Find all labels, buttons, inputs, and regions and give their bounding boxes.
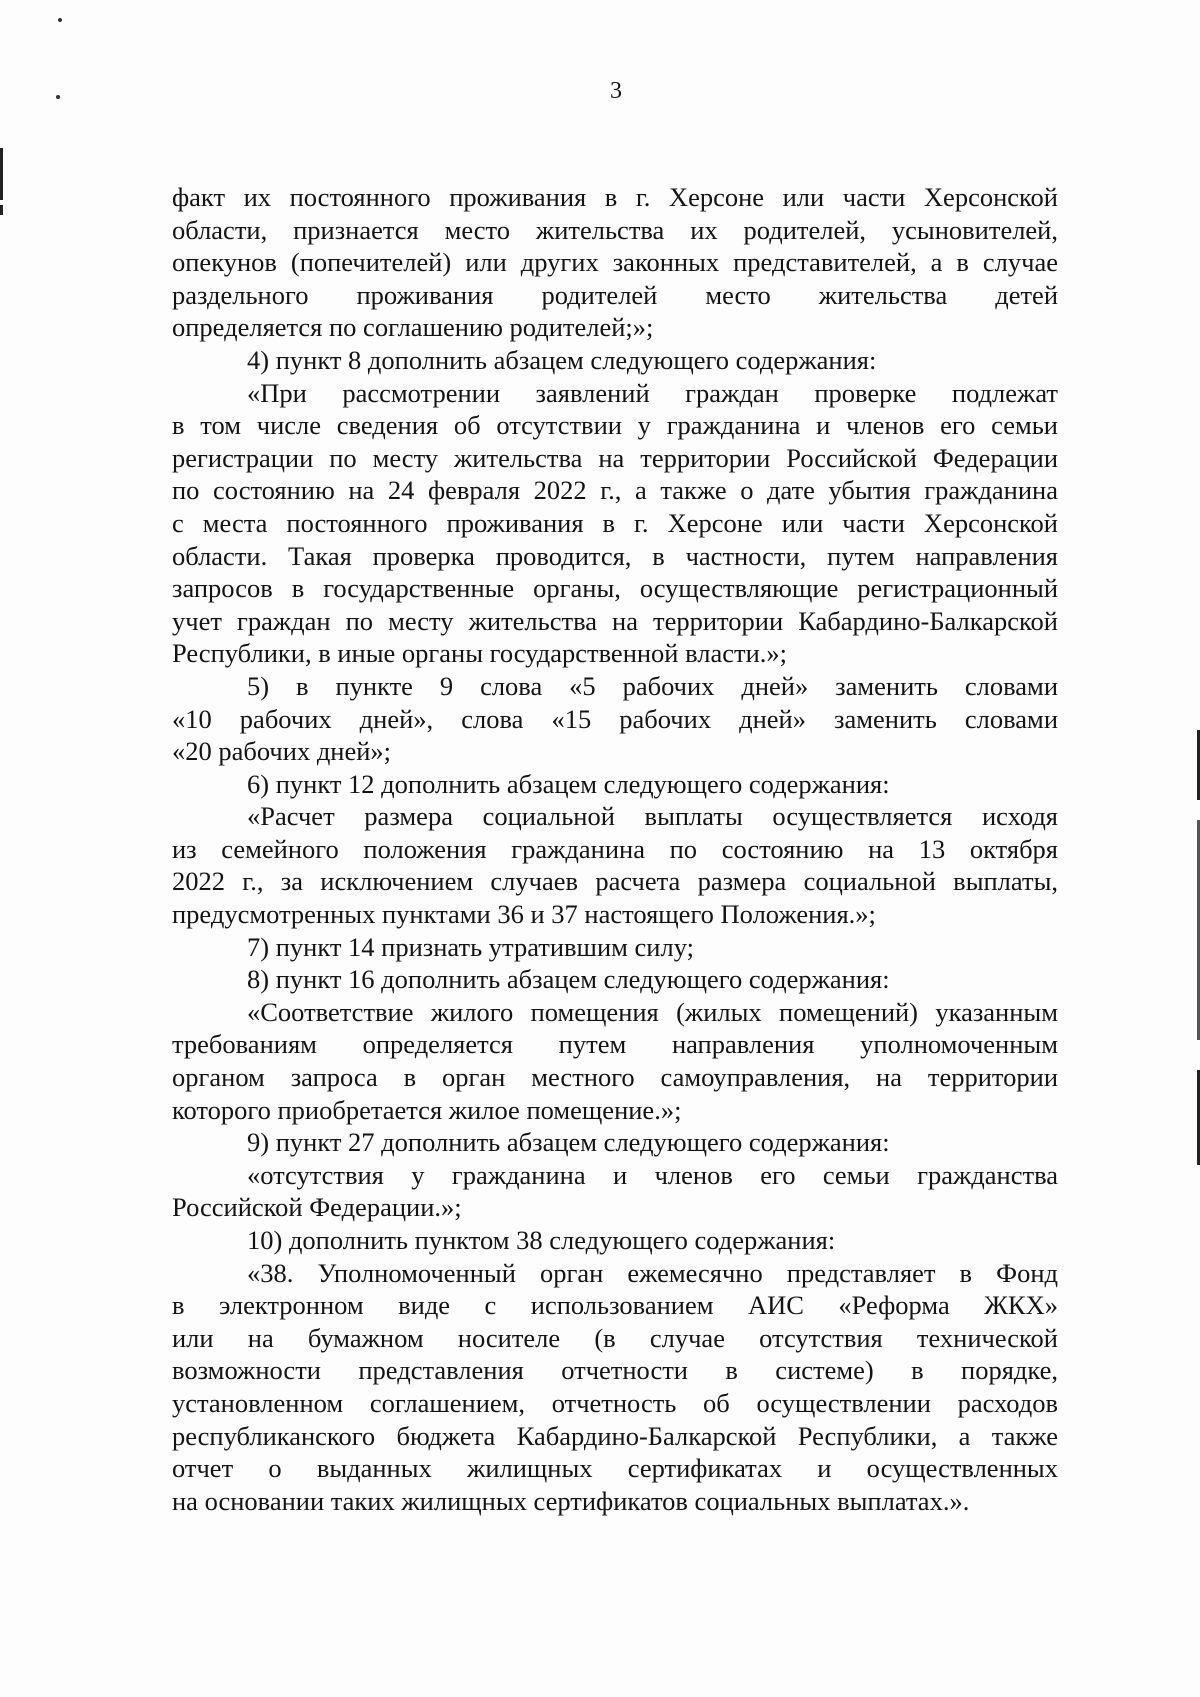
text-line: 10) дополнить пунктом 38 следующего содержания: (247, 1225, 836, 1255)
text-line: отчет о выданных жилищных сертификатах и осуществленных (172, 1453, 1058, 1484)
text-line: определяется по соглашению родителей;»; (172, 312, 654, 343)
text-line: «10 рабочих дней», слова «15 рабочих дней» заменить словами (172, 703, 1058, 734)
text-line: «Соответствие жилого помещения (жилых помещений) указанным (247, 996, 1058, 1027)
scan-dot-mark (58, 18, 62, 22)
text-line: «38. Уполномоченный орган ежемесячно представляет в Фонд (247, 1257, 1058, 1288)
scan-edge-mark (0, 148, 3, 200)
text-line: или на бумажном носителе (в случае отсутствия технической (172, 1322, 1058, 1353)
text-line: опекунов (попечителей) или других законных представителей, а в случае (172, 247, 1058, 278)
text-line: которого приобретается жилое помещение.»; (172, 1094, 682, 1125)
text-line: по состоянию на 24 февраля 2022 г., а также о дате убытия гражданина (172, 475, 1058, 506)
text-line: требованиям определяется путем направления уполномоченным (172, 1029, 1058, 1060)
page-number: 3 (610, 78, 622, 104)
text-line: возможности представления отчетности в системе) в порядке, (172, 1355, 1058, 1386)
text-line: органом запроса в орган местного самоуправления, на территории (172, 1062, 1058, 1093)
text-line: Республики, в иные органы государственной власти.»; (172, 638, 788, 669)
text-line: области, признается место жительства их родителей, усыновителей, (172, 214, 1058, 245)
text-line: «Расчет размера социальной выплаты осуществляется исходя (247, 801, 1058, 832)
text-line: раздельного проживания родителей место жительства детей (172, 279, 1058, 310)
text-line: 4) пункт 8 дополнить абзацем следующего содержания: (247, 344, 877, 375)
text-line: из семейного положения гражданина по состоянию на 13 октября (172, 833, 1058, 864)
text-line: факт их постоянного проживания в г. Херсоне или части Херсонской (172, 182, 1058, 212)
text-line: 8) пункт 16 дополнить абзацем следующего содержания: (247, 964, 890, 995)
scan-edge-mark (0, 205, 3, 215)
text-line: «При рассмотрении заявлений граждан проверке подлежат (247, 377, 1058, 408)
text-line: 6) пункт 12 дополнить абзацем следующего содержания: (247, 768, 890, 799)
text-line: 5) в пункте 9 слова «5 рабочих дней» заменить словами (247, 670, 1058, 701)
text-line: 9) пункт 27 дополнить абзацем следующего содержания: (247, 1127, 890, 1158)
text-line: «20 рабочих дней»; (172, 736, 392, 767)
text-line: запросов в государственные органы, осуществляющие регистрационный (172, 573, 1058, 604)
text-line: на основании таких жилищных сертификатов социальных выплатах.». (172, 1485, 970, 1516)
text-line: в том числе сведения об отсутствии у гражданина и членов его семьи (172, 410, 1058, 441)
text-line: в электронном виде с использованием АИС «Реформа ЖКХ» (172, 1290, 1058, 1321)
text-line: установленном соглашением, отчетность об осуществлении расходов (172, 1387, 1058, 1418)
text-line: предусмотренных пунктами 36 и 37 настоящего Положения.»; (172, 899, 876, 930)
text-line: Российской Федерации.»; (172, 1192, 462, 1223)
text-line: республиканского бюджета Кабардино-Балкарской Республики, а также (172, 1420, 1058, 1451)
text-line: области. Такая проверка проводится, в частности, путем направления (172, 540, 1058, 571)
text-line: с места постоянного проживания в г. Херсоне или части Херсонской (172, 507, 1058, 538)
text-line: 2022 г., за исключением случаев расчета размера социальной выплаты, (172, 866, 1058, 897)
text-line: 7) пункт 14 признать утратившим силу; (247, 931, 694, 962)
text-line: «отсутствия у гражданина и членов его семьи гражданства (247, 1159, 1058, 1190)
text-line: регистрации по месту жительства на территории Российской Федерации (172, 442, 1058, 473)
text-line: учет граждан по месту жительства на территории Кабардино-Балкарской (172, 605, 1058, 636)
document-body (172, 181, 1058, 1517)
